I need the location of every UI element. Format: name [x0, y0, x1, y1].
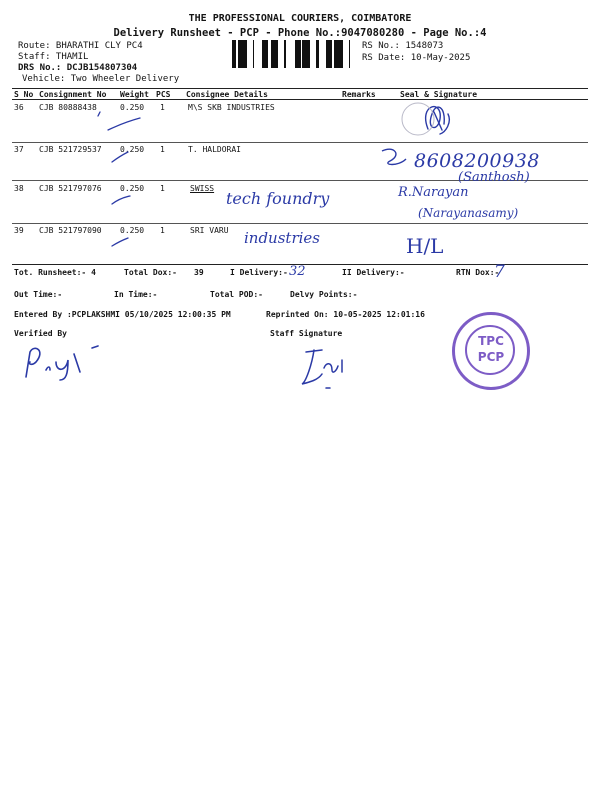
row-37-weight: 0.250 — [120, 145, 145, 154]
barcode-bar — [307, 40, 308, 68]
barcode-bar — [262, 40, 265, 68]
stamp-text-1: TPC — [478, 334, 504, 348]
handwritten-name-1: (Santhosh) — [458, 170, 530, 185]
barcode-bar — [244, 40, 247, 68]
row-39-weight: 0.250 — [120, 226, 145, 235]
route-label: Route: BHARATHI CLY PC4 — [18, 41, 143, 51]
row-37-pcs: 1 — [160, 145, 165, 154]
tot-runsheet: Tot. Runsheet:- 4 — [14, 268, 96, 277]
row-36-rule — [12, 142, 588, 143]
barcode-bar — [338, 40, 340, 68]
col-header-weight: Weight — [120, 90, 149, 99]
entered-by: Entered By :PCPLAKSHMI 05/10/2025 12:00:35 PM — [14, 310, 231, 319]
barcode-bar — [235, 40, 236, 68]
rtn-dox-label: RTN Dox:- — [456, 268, 500, 277]
barcode-bar — [266, 40, 268, 68]
barcode-bar — [349, 40, 350, 68]
verified-by-signature-icon — [16, 342, 106, 382]
row-36-consignee: M\S SKB INDUSTRIES — [188, 103, 275, 112]
barcode-bar — [334, 40, 337, 68]
ii-delivery-label: II Delivery:- — [342, 268, 405, 277]
row-39-consignee: SRI VARU — [190, 226, 229, 235]
barcode-bar — [238, 40, 241, 68]
row-38-pcs: 1 — [160, 184, 165, 193]
handwritten-name-2: (Narayanasamy) — [418, 206, 519, 220]
table-header-rule — [12, 99, 588, 100]
row-38-sno: 38 — [14, 184, 24, 193]
barcode-bar — [284, 40, 286, 68]
rs-number: RS No.: 1548073 — [362, 41, 444, 51]
drs-number: DRS No.: DCJB154807304 — [18, 63, 138, 73]
handwritten-i-delivery: 32 — [289, 264, 306, 279]
barcode-bar — [265, 40, 266, 68]
row-38-consignment: CJB 521797076 — [39, 184, 102, 193]
barcode-bar — [241, 40, 242, 68]
vehicle-label: Vehicle: Two Wheeler Delivery — [22, 74, 180, 84]
handwritten-phone: 8608200938 — [414, 150, 540, 172]
row-39-sno: 39 — [14, 226, 24, 235]
row-36-sno: 36 — [14, 103, 24, 112]
row-37-scribble-icon — [376, 143, 416, 173]
total-pod-label: Total POD:- — [210, 290, 263, 299]
row-36-weight: 0.250 — [120, 103, 145, 112]
out-time-label: Out Time:- — [14, 290, 63, 299]
row-39-consignment: CJB 521797090 — [39, 226, 102, 235]
col-header-seal: Seal & Signature — [400, 90, 478, 99]
handwritten-hl: H/L — [406, 234, 444, 258]
barcode-bar — [253, 40, 254, 68]
handwritten-r-name: R.Narayan — [398, 185, 469, 200]
barcode-bar — [316, 40, 319, 68]
i-delivery-label: I Delivery:- — [230, 268, 288, 277]
barcode — [232, 40, 354, 68]
row-37-sno: 37 — [14, 145, 24, 154]
row-36-pcs: 1 — [160, 103, 165, 112]
reprinted-on: Reprinted On: 10-05-2025 12:01:16 — [266, 310, 425, 319]
barcode-bar — [277, 40, 278, 68]
row-36-consignment: CJB 80888438 — [39, 103, 97, 112]
barcode-bar — [337, 40, 338, 68]
barcode-bar — [328, 40, 331, 68]
row-39-pcs: 1 — [160, 226, 165, 235]
barcode-bar — [298, 40, 301, 68]
stamp-text-2: PCP — [477, 350, 505, 364]
barcode-bar — [308, 40, 310, 68]
row-36-signature-icon — [398, 94, 488, 144]
staff-signature-label: Staff Signature — [270, 329, 343, 338]
col-header-consignment: Consignment No — [39, 90, 107, 99]
row-38-weight: 0.250 — [120, 184, 145, 193]
staff-label: Staff: THAMIL — [18, 52, 89, 62]
handwritten-rtn-dox: 7 — [494, 262, 505, 282]
staff-signature-icon — [296, 342, 356, 392]
handwritten-industries: industries — [244, 229, 320, 247]
company-stamp — [452, 312, 530, 390]
barcode-bar — [272, 40, 274, 68]
col-header-sno: S No — [14, 90, 34, 99]
barcode-bar — [232, 40, 235, 68]
row-38-rule — [12, 223, 588, 224]
table-top-rule — [12, 88, 588, 89]
col-header-consignee: Consignee Details — [186, 90, 268, 99]
delvy-points-label: Delvy Points:- — [290, 290, 358, 299]
barcode-bar — [340, 40, 343, 68]
rs-date: RS Date: 10-May-2025 — [362, 53, 471, 63]
barcode-bar — [271, 40, 272, 68]
barcode-bar — [295, 40, 296, 68]
col-header-remarks: Remarks — [342, 90, 376, 99]
barcode-bar — [326, 40, 328, 68]
barcode-bar — [274, 40, 277, 68]
handwritten-tech-foundry: tech foundry — [226, 189, 330, 208]
row-37-consignee: T. HALDORAI — [188, 145, 241, 154]
barcode-bar — [296, 40, 298, 68]
verified-by-label: Verified By — [14, 329, 67, 338]
barcode-bar — [304, 40, 307, 68]
in-time-label: In Time:- — [114, 290, 158, 299]
barcode-bar — [302, 40, 304, 68]
barcode-bar — [242, 40, 244, 68]
total-dox-value: 39 — [194, 268, 204, 277]
total-dox-label: Total Dox:- — [124, 268, 177, 277]
runsheet-subtitle: Delivery Runsheet - PCP - Phone No.:9047080280 - Page No.:4 — [113, 27, 487, 39]
row-38-consignee: SWISS — [190, 184, 215, 193]
barcode-bar — [331, 40, 332, 68]
company-title: THE PROFESSIONAL COURIERS, COIMBATORE — [188, 13, 412, 24]
col-header-pcs: PCS — [156, 90, 171, 99]
row-37-consignment: CJB 521729537 — [39, 145, 102, 154]
